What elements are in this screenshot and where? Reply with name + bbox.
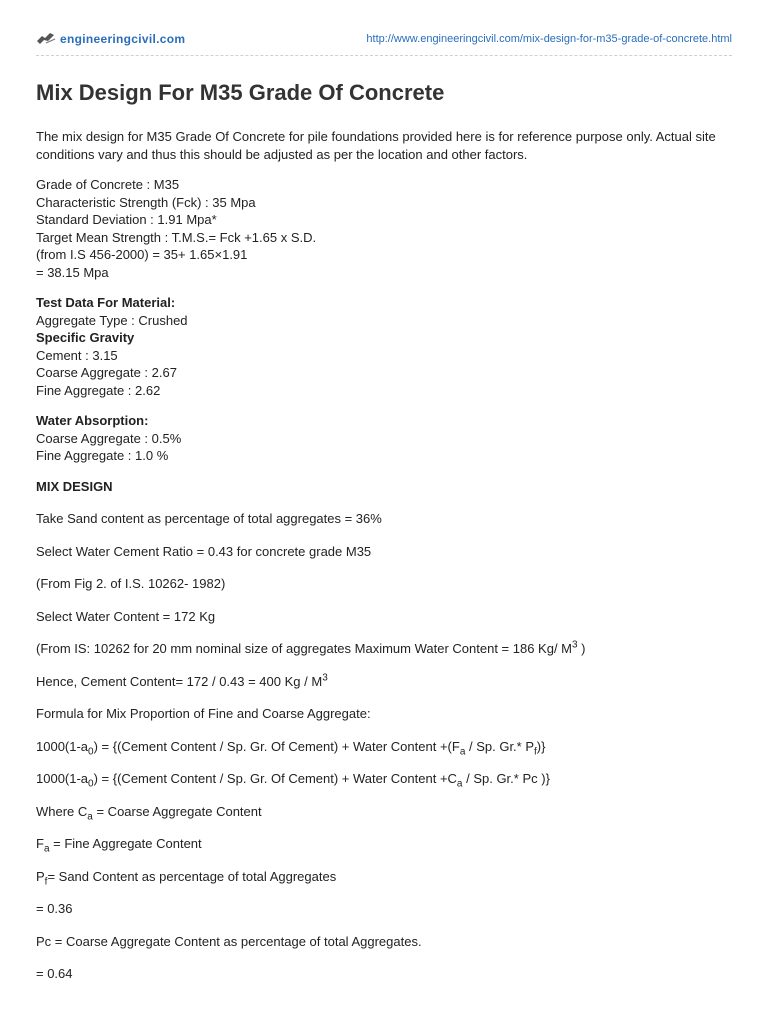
- tms-line: Target Mean Strength : T.M.S.= Fck +1.65 x S.D.: [36, 229, 317, 245]
- water-content-line: Select Water Content = 172 Kg: [36, 608, 216, 624]
- site-name[interactable]: engineeringcivil.com: [60, 32, 186, 46]
- mix-design-heading: MIX DESIGN: [36, 478, 113, 494]
- test-data-heading: Test Data For Material:: [36, 295, 176, 310]
- intro-paragraph: The mix design for M35 Grade Of Concrete for pile foundations provided here is for reference purpose only. Actual site conditions vary and thus this should be adjusted as per the location and other factors.: [36, 129, 716, 162]
- where-ca-line: Where $C_a$ = Coarse Aggregate Content: [36, 803, 262, 823]
- aggregate-type-line: Aggregate Type : Crushed: [36, 312, 188, 328]
- site-logo[interactable]: [36, 32, 185, 46]
- fig-reference-line: (From Fig 2. of I.S. 10262- 1982): [36, 576, 226, 591]
- page-url[interactable]: http://www.engineeringcivil.com/mix-design-for-m35-grade-of-concrete.html: [366, 33, 732, 45]
- formula-fine-line: $1000(1-a_0)$ = {(Cement Content / Sp. Gr. Of Cement) + Water Content $+(F_a / Sp$. Gr.* $P_f$)}: [36, 738, 546, 758]
- water-absorption-block: [36, 412, 736, 465]
- fa-definition-line: $F_a$ = Fine Aggregate Content: [36, 836, 202, 855]
- pf-definition-line: $P_f=$ Sand Content as percentage of total Aggregates: [36, 868, 337, 888]
- page-title: Mix Design For M35 Grade Of Concrete: [36, 80, 445, 105]
- hand-pencil-icon: [36, 32, 56, 46]
- strength-block: [36, 176, 736, 281]
- sd-line: Standard Deviation : 1.91 Mpa*: [36, 212, 217, 227]
- coarse-sg-line: Coarse Aggregate : 2.67: [36, 365, 177, 380]
- formula-coarse-line: $1000(1-a_0)$ = {(Cement Content / Sp. Gr. Of Cement) + Water Content $+C_a / Sp$. Gr.* Pc )}: [36, 771, 550, 790]
- page-header: [36, 32, 732, 52]
- fine-sg-line: Fine Aggregate : 2.62: [36, 382, 161, 398]
- pc-value-line: = 0.64: [36, 966, 73, 981]
- grade-line: Grade of Concrete : M35: [36, 177, 180, 192]
- coarse-absorption-line: Coarse Aggregate : 0.5%: [36, 430, 182, 446]
- pc-definition-line: Pc = Coarse Aggregate Content as percentage of total Aggregates.: [36, 933, 422, 949]
- cement-content-line: Hence, Cement Content= 172 / 0.43 = 400 Kg / $M^3$: [36, 672, 328, 689]
- is-calc-line: (from I.S 456-2000) = 35+ 1.65×1.91: [36, 247, 248, 262]
- test-data-block: [36, 294, 736, 399]
- is-reference-line: (From IS: 10262 for 20 mm nominal size of aggregates Maximum Water Content = 186 Kg/ $M^3$ ): [36, 639, 586, 656]
- sand-content-line: Take Sand content as percentage of total aggregates = 36%: [36, 511, 382, 526]
- water-absorption-heading: Water Absorption:: [36, 413, 149, 428]
- formula-intro-line: Formula for Mix Proportion of Fine and Coarse Aggregate:: [36, 706, 371, 721]
- fck-line: Characteristic Strength (Fck) : 35 Mpa: [36, 194, 256, 210]
- cement-sg-line: Cement : 3.15: [36, 347, 118, 363]
- specific-gravity-heading: Specific Gravity: [36, 330, 135, 345]
- fine-absorption-line: Fine Aggregate : 1.0 %: [36, 448, 169, 463]
- wc-ratio-line: Select Water Cement Ratio = 0.43 for concrete grade M35: [36, 543, 372, 559]
- pf-value-line: = 0.36: [36, 901, 73, 916]
- article-body: [36, 128, 736, 998]
- header-divider: [36, 55, 732, 56]
- tms-result-line: = 38.15 Mpa: [36, 264, 109, 280]
